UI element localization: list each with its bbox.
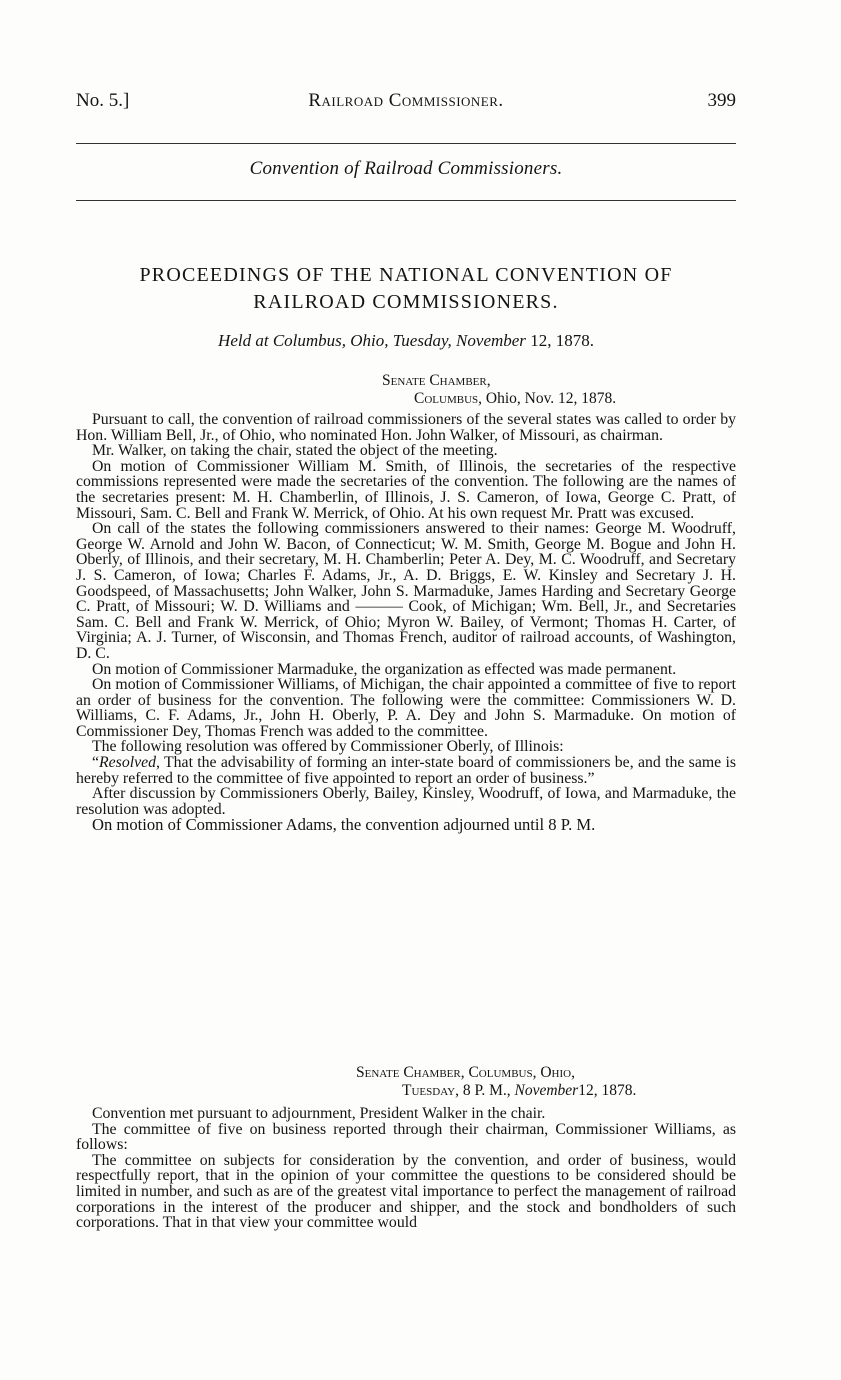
- main-title-line-1: PROCEEDINGS OF THE NATIONAL CONVENTION OF: [139, 264, 673, 286]
- meeting-place-line: [76, 331, 736, 351]
- paragraph: On motion of Commissioner Marmaduke, the organization as effected was made permanent.: [92, 660, 677, 678]
- dateline-morning: [76, 372, 736, 408]
- dateline-month: November: [514, 1082, 579, 1099]
- main-title-line-2: RAILROAD COMMISSIONERS.: [253, 291, 559, 313]
- dateline-time: 8 P. M.,: [462, 1082, 511, 1099]
- running-header: [76, 90, 736, 118]
- dateline-day: Tuesday,: [402, 1082, 459, 1099]
- paragraph: Mr. Walker, on taking the chair, stated the object of the meeting.: [92, 442, 498, 460]
- paragraph: The committee on subjects for consideration by the convention, and order of business, would respectfully report, that in the opinion of your committee the questions to be considered should be limited in number, and such as are of the greatest vital importance to perfect the management of railroad corporations in the interest of the producer and shipper, and the stock and bondholders of such corporations. That in that view your committee would: [76, 1151, 736, 1232]
- proceedings-body: [76, 412, 736, 833]
- dateline-evening-time: [76, 1082, 736, 1100]
- resolution-text: That the advisability of forming an inter-state board of commissioners be, and the same is hereby referred to the committee of five appointed to report an order of business.”: [76, 754, 736, 787]
- resolution-paragraph: [76, 755, 736, 786]
- paragraph: On call of the states the following commissioners answered to their names: George M. Woodruff, George W. Arnold and John W. Bacon, of Connecticut; W. M. Smith, George M. Bogue and John H. Oberly, of Illinois, and their secretary, M. H. Chamberlin; Peter A. Dey, M. C. Woodruff, and Secretary J. S. Cameron, of Iowa; Charles F. Adams, Jr., A. D. Briggs, E. W. Kinsley and Secretary J. H. Goodspeed, of Massachusetts; John Walker, John S. Marmaduke, James Harding and Secretary George C. Pratt, of Missouri; W. D. Williams and ——— Cook, of Michigan; Wm. Bell, Jr., and Secretaries Sam. C. Bell and Frank W. Merrick, of Ohio; Myron W. Bailey, of Vermont; Thomas H. Carter, of Virginia; A. J. Turner, of Wisconsin, and Thomas French, auditor of railroad accounts, of Washington, D. C.: [76, 520, 736, 662]
- dateline-evening: [76, 1064, 736, 1100]
- evening-session-body: [76, 1106, 736, 1231]
- dateline-place: Senate Chamber,: [382, 372, 491, 389]
- paragraph: On motion of Commissioner William M. Smith, of Illinois, the secretaries of the respective commissions represented were made the secretaries of the convention. The following are the names of the secretaries present: M. H. Chamberlin, of Illinois, J. S. Cameron, of Iowa, George C. Pratt, of Missouri, Sam. C. Bell and Frank W. Merrick, of Ohio. At his own request Mr. Pratt was excused.: [76, 457, 736, 522]
- open-quote: “: [92, 754, 100, 772]
- header-rule-bottom: [76, 200, 736, 201]
- meeting-date: 12, 1878.: [530, 331, 594, 350]
- dateline-evening-date: 12, 1878.: [578, 1082, 637, 1099]
- dateline-date: Ohio, Nov. 12, 1878.: [485, 390, 617, 407]
- header-rule-top: [76, 143, 736, 144]
- report-number: No. 5.]: [76, 90, 130, 111]
- running-title: Railroad Commissioner.: [308, 90, 504, 111]
- paragraph: The committee of five on business reported through their chairman, Commissioner Williams, as follows:: [76, 1120, 736, 1154]
- paragraph: Convention met pursuant to adjournment, President Walker in the chair.: [92, 1105, 546, 1122]
- resolution-label: Resolved,: [99, 754, 160, 772]
- section-title: Convention of Railroad Commissioners.: [249, 158, 563, 179]
- paragraph: Pursuant to call, the convention of railroad commissioners of the several states was called to order by Hon. William Bell, Jr., of Ohio, who nominated Hon. John Walker, of Missouri, as chairman.: [76, 411, 736, 444]
- page-number: 399: [707, 90, 736, 111]
- dateline-city: Columbus,: [414, 390, 482, 407]
- paragraph: The following resolution was offered by Commissioner Oberly, of Illinois:: [92, 738, 564, 756]
- paragraph: After discussion by Commissioners Oberly, Bailey, Kinsley, Woodruff, of Iowa, and Marmaduke, the resolution was adopted.: [76, 785, 736, 818]
- dateline-city-date: [76, 390, 736, 408]
- paragraph: On motion of Commissioner Williams, of Michigan, the chair appointed a committee of five to report an order of business for the convention. The following were the committee: Commissioners W. D. Williams, C. F. Adams, Jr., John H. Oberly, P. A. Dey and John S. Marmaduke. On motion of Commissioner Dey, Thomas French was added to the committee.: [76, 676, 736, 740]
- paragraph: On motion of Commissioner Adams, the convention adjourned until 8 P. M.: [92, 815, 596, 835]
- meeting-place-text: Held at Columbus, Ohio, Tuesday, November: [218, 331, 526, 350]
- main-title: [76, 262, 736, 316]
- dateline-evening-place: Senate Chamber, Columbus, Ohio,: [356, 1064, 575, 1081]
